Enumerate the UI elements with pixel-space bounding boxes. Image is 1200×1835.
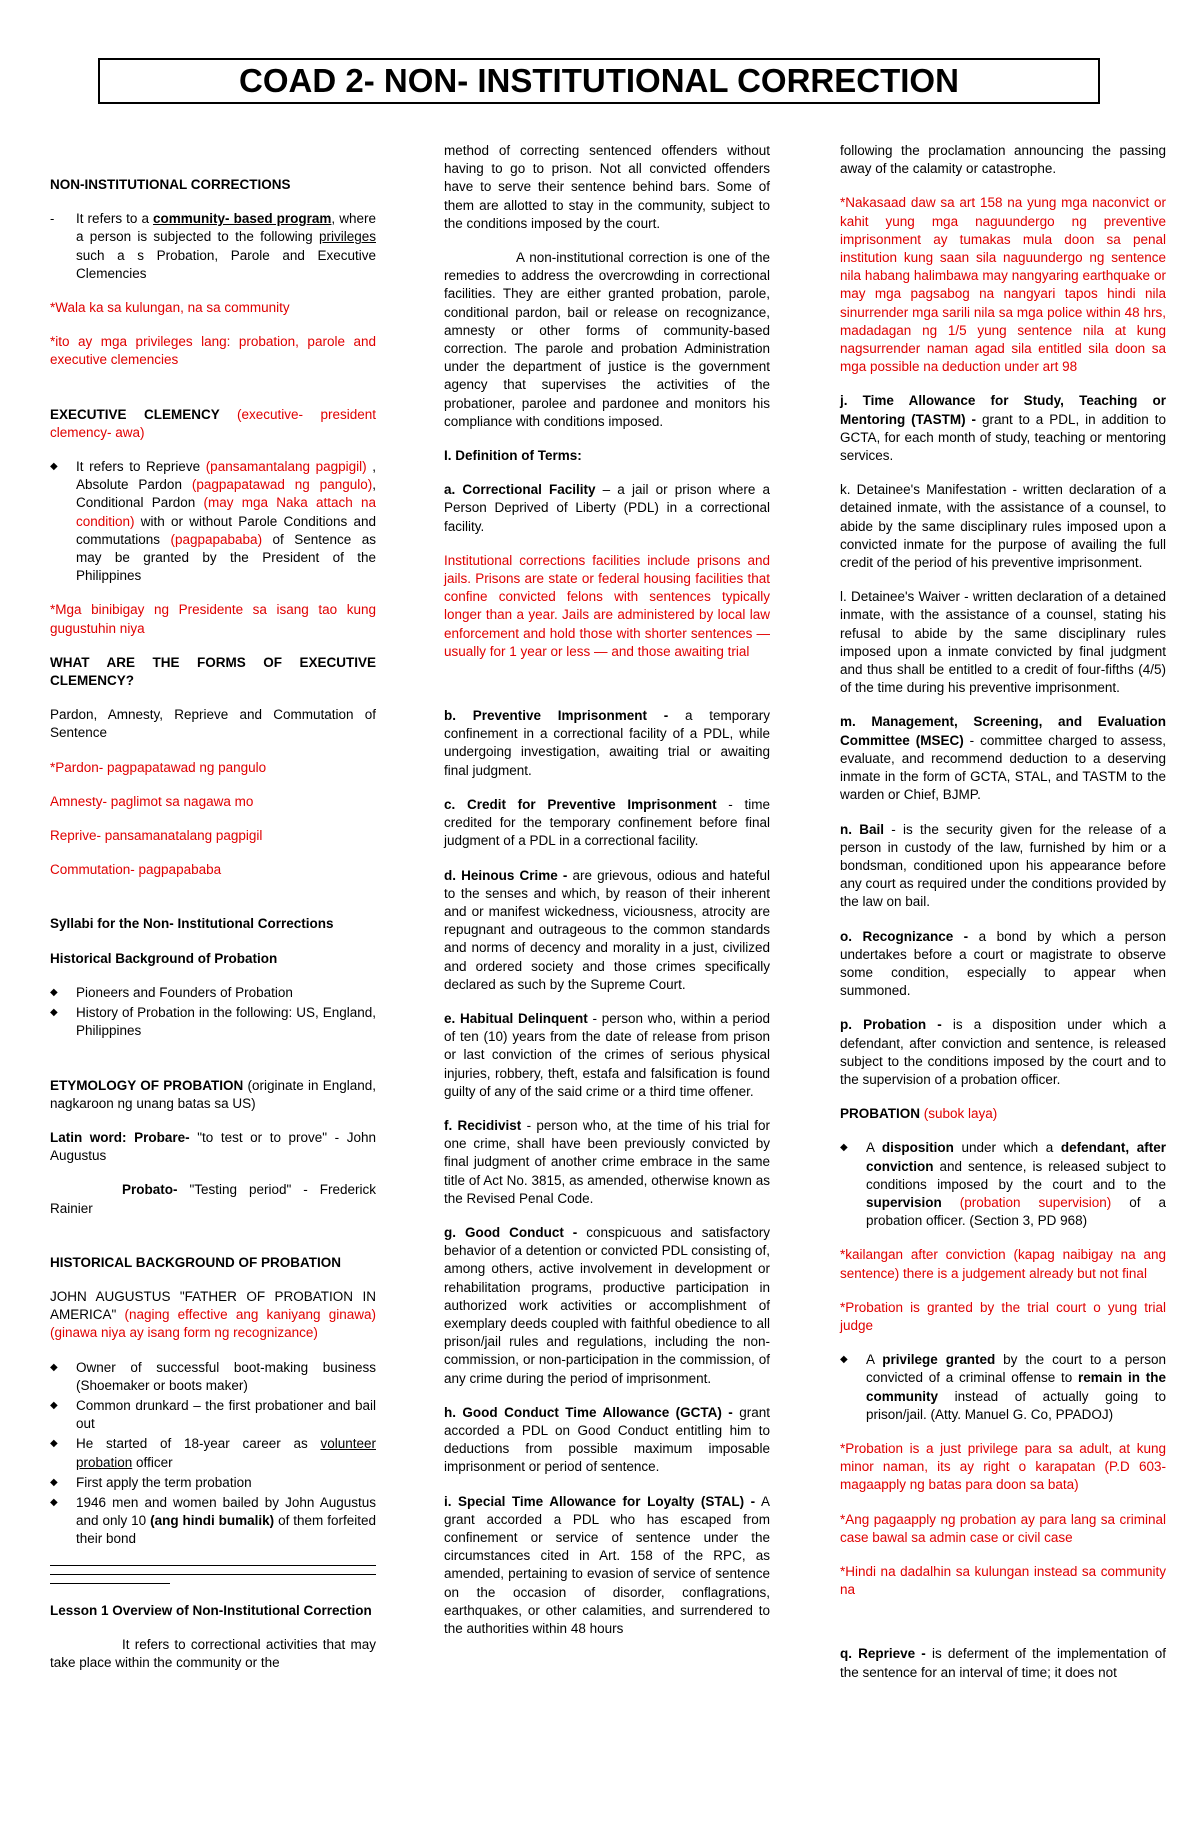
paragraph: following the proclamation announcing the passing away of the calamity or catastrophe.	[840, 143, 1166, 177]
probation-list-1	[840, 1139, 1166, 1230]
column-3	[840, 142, 1166, 1698]
term-f: f. Recidivist - person who, at the time of his trial for one crime, shall have been previously convicted by final judgment of another crime embrace in the same title of Act No. 3815, as amended, otherwise known as the Revised Penal Code.	[444, 1117, 770, 1206]
term-j: j. Time Allowance for Study, Teaching or Mentoring (TASTM) - grant to a PDL, in addition to GCTA, for each month of study, teaching or mentoring services.	[840, 393, 1166, 464]
heading-executive-clemency: EXECUTIVE CLEMENCY (executive- president clemency- awa)	[50, 406, 376, 440]
heading-forms: WHAT ARE THE FORMS OF EXECUTIVE CLEMENCY?	[50, 654, 376, 689]
form-commutation: Commutation- pagpapababa	[50, 862, 222, 878]
term-g: g. Good Conduct - conspicuous and satisfactory behavior of a detention or convicted PDL consisting of, among others, active involvement in development or rehabilitation programs, productive participation in authorized work activities or accomplishment of exemplary deeds coupled with faithful obedience to all prison/jail rules and regulations, including the non-commission, or non-participation in the commission, of any crime during the period of imprisonment.	[444, 1224, 770, 1386]
form-amnesty: Amnesty- paglimot sa nagawa mo	[50, 793, 254, 809]
list-item: ◆ Owner of successful boot-making business (Shoemaker or boots maker)	[50, 1359, 376, 1395]
list-item: ◆ A privilege granted by the court to a person convicted of a criminal offense to remain in the community instead of actually going to prison/jail. (Atty. Manuel G. Co, PPADOJ)	[840, 1351, 1166, 1424]
list-item: ◆ It refers to Reprieve (pansamantalang pagpigil) , Absolute Pardon (pagpapatawad ng pangulo), Conditional Pardon (may mga Naka attach na condition) with or without Parole Conditions and commutations (pagpapababa) of Sentence as may be granted by the President of the Philippines	[50, 458, 376, 585]
column-1	[50, 142, 376, 1688]
paragraph: A non-institutional correction is one of the remedies to address the overcrowding in correctional facilities. They are either granted probation, parole, conditional pardon, bail or release on recognizance, amnesty or other forms of community-based correction. The parole and probation Administration under the department of justice is the government agency that supervises the activities of the probationer, parolee and pardonee and monitors his compliance with conditions imposed.	[444, 250, 770, 429]
heading-definition-terms: I. Definition of Terms:	[444, 448, 582, 464]
list-item: ◆ A disposition under which a defendant, after conviction and sentence, is released subject to conditions imposed by the court and to the supervision (probation supervision) of a probation officer. (Section 3, PD 968)	[840, 1139, 1166, 1230]
john-augustus-list	[50, 1359, 376, 1549]
note-red: *Hindi na dadalhin sa kulungan instead sa community na	[840, 1564, 1166, 1598]
term-n: n. Bail - is the security given for the release of a person in custody of the law, furnished by him or a bondsman, conditioned upon his appearance before any court as required under the conditions provided by the law on bail.	[840, 821, 1167, 910]
term-i: i. Special Time Allowance for Loyalty (STAL) - A grant accorded a PDL who has escaped from confinement or service of sentence under the circumstances cited in Art. 158 of the RPC, as amended, pertaining to evasion of service of sentence on the occasion of disorder, conflagrations, earthquakes, or other calamities, and surrendered to the authorities within 48 hours	[444, 1493, 771, 1637]
note-red: *Wala ka sa kulungan, na sa community	[50, 300, 290, 316]
heading-probation: PROBATION (subok laya)	[840, 1106, 998, 1122]
list-item: ◆ History of Probation in the following: US, England, Philippines	[50, 1004, 376, 1040]
lesson-text: It refers to correctional activities that may take place within the community or the	[50, 1636, 376, 1670]
term-l: l. Detainee's Waiver - written declaration of a detained inmate, with the assistance of a counsel, stating his refusal to abide by the same disciplinary rules imposed upon a inmate convicted by final judgment and thus shall be entitled to a credit of four-fifths (4/5) of the time during his preventive imprisonment.	[840, 589, 1166, 696]
list-item: ◆ He started of 18-year career as volunteer probation officer	[50, 1435, 376, 1471]
term-b: b. Preventive Imprisonment - a temporary confinement in a correctional facility of a PDL, while undergoing investigation, awaiting trial or awaiting final judgment.	[444, 708, 770, 778]
probato: Probato- "Testing period" - Frederick Rainier	[50, 1182, 376, 1216]
list-item: - It refers to a community- based program, where a person is subjected to the following privileges such a s Probation, Parole and Executive Clemencies	[50, 210, 376, 283]
term-p: p. Probation - is a disposition under which a defendant, after conviction and sentence, is released subject to the conditions imposed by the court and to the supervision of a probation officer.	[840, 1017, 1166, 1087]
note-red: *Mga binibigay ng Presidente sa isang tao kung gugustuhin niya	[50, 602, 376, 636]
nic-definition-list	[50, 210, 376, 283]
column-2	[444, 142, 770, 1654]
heading-history-probation: HISTORICAL BACKGROUND OF PROBATION	[50, 1254, 342, 1270]
term-m: m. Management, Screening, and Evaluation Committee (MSEC) - committee charged to assess, evaluate, and recommend deduction to a deserving inmate in the form of GCTA, STAL, and TASTM to the warden or Chief, BJMP.	[840, 714, 1166, 803]
heading-syllabi: Syllabi for the Non- Institutional Corrections	[50, 916, 334, 932]
syllabi-list	[50, 984, 376, 1041]
term-d: d. Heinous Crime - are grievous, odious and hateful to the senses and which, by reason of their inherent and or manifest wickedness, viciousness, atrocity are repugnant and outrageous to the common standards and norms of decency and morality in a just, civilized and ordered society and those crimes specifically declared as such by the Supreme Court.	[444, 867, 771, 992]
john-augustus: JOHN AUGUSTUS "FATHER OF PROBATION IN AMERICA" (naging effective ang kaniyang ginawa) (ginawa niya ay isang form ng recognizance)	[50, 1288, 376, 1341]
ec-list	[50, 458, 376, 585]
note-red: *ito ay mga privileges lang: probation, parole and executive clemencies	[50, 334, 376, 368]
form-pardon: *Pardon- pagpapatawad ng pangulo	[50, 759, 267, 775]
probation-list-2	[840, 1351, 1166, 1424]
heading-historical: Historical Background of Probation	[50, 950, 278, 966]
term-q: q. Reprieve - is deferment of the implementation of the sentence for an interval of time; it does not	[840, 1646, 1167, 1680]
page-title: COAD 2- NON- INSTITUTIONAL CORRECTION	[98, 58, 1100, 104]
divider	[50, 1583, 170, 1584]
heading-nic: NON-INSTITUTIONAL CORRECTIONS	[50, 177, 291, 192]
etymology: ETYMOLOGY OF PROBATION (originate in England, nagkaroon ng unang batas sa US)	[50, 1077, 376, 1111]
term-k: k. Detainee's Manifestation - written declaration of a detained inmate, with the assistance of a counsel, to abide by the same disciplinary rules imposed upon a convicted inmate for the purpose of availing the full credit of the period of his preventive imprisonment.	[840, 482, 1166, 571]
form-reprieve: Reprive- pansamanatalang pagpigil	[50, 828, 263, 844]
term-c: c. Credit for Preventive Imprisonment - time credited for the temporary confinement before final judgment of a PDL in a correctional facility.	[444, 796, 770, 849]
note-red: Institutional corrections facilities include prisons and jails. Prisons are state or federal housing facilities that confine convicted felons with sentences typically longer than a year. Jails are administered by local law enforcement and hold those with shorter sentences — usually for 1 year or less — and those awaiting trial	[444, 552, 770, 659]
list-item: ◆ 1946 men and women bailed by John Augustus and only 10 (ang hindi bumalik) of them forfeited their bond	[50, 1494, 376, 1549]
term-h: h. Good Conduct Time Allowance (GCTA) - grant accorded a PDL on Good Conduct entitling him to deductions from possible maximum imposable imprisonment or period of sentence.	[444, 1404, 770, 1475]
divider	[50, 1574, 376, 1575]
term-a: a. Correctional Facility – a jail or prison where a Person Deprived of Liberty (PDL) in a correctional facility.	[444, 482, 770, 534]
note-red: *Ang pagaapply ng probation ay para lang sa criminal case bawal sa admin case or civil case	[840, 1511, 1166, 1545]
list-item: ◆ Common drunkard – the first probationer and bail out	[50, 1397, 376, 1433]
term-e: e. Habitual Delinquent - person who, within a period of ten (10) years from the date of release from prison or last conviction of the crimes of serious physical injuries, robbery, theft, estafa and falsification is found guilty of any of the said crime or a third time offener.	[444, 1010, 771, 1099]
latin-word: Latin word: Probare- "to test or to prove" - John Augustus	[50, 1129, 376, 1164]
note-red: *kailangan after conviction (kapag naibigay na ang sentence) there is a judgement already but not final	[840, 1247, 1166, 1281]
list-item: ◆ First apply the term probation	[50, 1474, 376, 1492]
forms-text: Pardon, Amnesty, Reprieve and Commutation of Sentence	[50, 707, 376, 741]
note-red: *Nakasaad daw sa art 158 na yung mga naconvict or kahit yung mga naguundergo ng preventive imprisonment ay tumakas mula doon sa penal institution kung saan sila naguundergo ng sentence nila habang halimbawa may nangyaring earthquake or may mga pagsabog na nangyari tapos hindi nila sinurrender mga sarili nila sa mga police within 48 hrs, madadagan ng 1/5 yung sentence nila at kung nagsurrender naman agad sila entitled sila doon sa mga possible na deduction under art 98	[840, 195, 1166, 375]
paragraph: method of correcting sentenced offenders without having to go to prison. Not all convicted offenders have to serve their sentence behind bars. Some of them are allotted to stay in the community, subject to the conditions imposed by the court.	[444, 143, 770, 231]
term-o: o. Recognizance - a bond by which a person undertakes before a court or magistrate to observe some condition, especially to appear when summoned.	[840, 928, 1166, 999]
divider	[50, 1565, 376, 1566]
list-item: ◆ Pioneers and Founders of Probation	[50, 984, 376, 1002]
note-red: *Probation is granted by the trial court o yung trial judge	[840, 1299, 1166, 1333]
note-red: *Probation is a just privilege para sa adult, at kung minor naman, its ay right o karapatan (P.D 603- magaapply ng batas para doon sa bata)	[840, 1440, 1166, 1493]
heading-lesson-1: Lesson 1 Overview of Non-Institutional Correction	[50, 1602, 372, 1618]
